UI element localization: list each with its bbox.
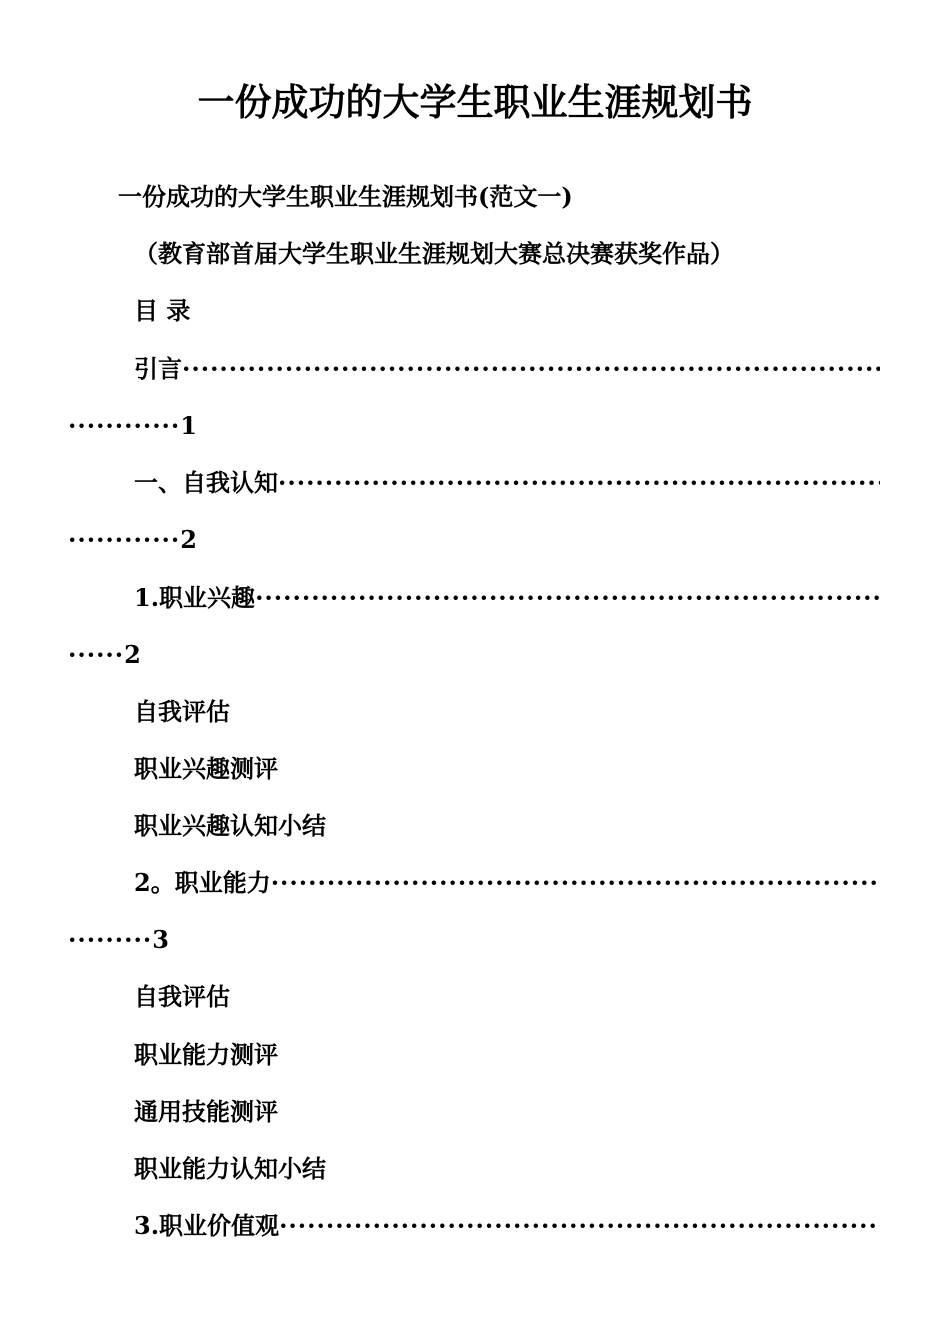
toc-leader-dots: ············	[68, 525, 181, 554]
toc-subentry[interactable]: 职业能力测评	[134, 1040, 278, 1069]
toc-subentry[interactable]: 职业兴趣测评	[134, 754, 278, 783]
toc-entry-intro-page	[68, 409, 197, 443]
toc-leader-dots	[255, 581, 880, 615]
toc-leader-dots	[182, 352, 880, 386]
toc-entry-career-ability-page	[68, 923, 169, 957]
toc-page-number: 1	[180, 411, 197, 440]
toc-subentry[interactable]: 职业能力认知小结	[134, 1154, 326, 1183]
toc-entry-self-awareness[interactable]	[134, 466, 880, 500]
toc-entry-label: 2。职业能力	[134, 868, 271, 897]
toc-heading: 目 录	[134, 296, 191, 325]
toc-leader-dots: ············	[68, 411, 181, 440]
document-subtitle: 一份成功的大学生职业生涯规划书(范文一)	[118, 182, 573, 211]
toc-leader-dots	[278, 466, 880, 500]
toc-entry-career-interest[interactable]	[134, 581, 880, 615]
toc-subentry[interactable]: 自我评估	[134, 982, 230, 1011]
toc-page-number: 3	[152, 925, 169, 954]
toc-entry-career-values[interactable]	[134, 1209, 880, 1243]
toc-entry-label: 一、自我认知	[134, 468, 278, 497]
toc-subentry[interactable]: 自我评估	[134, 697, 230, 726]
toc-page-number: 2	[124, 640, 141, 669]
toc-entry-intro[interactable]	[134, 352, 880, 386]
toc-leader-dots	[279, 1209, 880, 1243]
toc-leader-dots	[271, 866, 880, 900]
document-title: 一份成功的大学生职业生涯规划书	[197, 80, 753, 124]
toc-subentry[interactable]: 通用技能测评	[134, 1097, 278, 1126]
toc-leader-dots: ·········	[68, 925, 153, 954]
toc-entry-career-ability[interactable]	[134, 866, 880, 900]
toc-entry-label: 3.职业价值观	[134, 1211, 280, 1240]
toc-entry-career-interest-page	[68, 638, 141, 672]
toc-subentry[interactable]: 职业兴趣认知小结	[134, 811, 326, 840]
toc-entry-label: 1.职业兴趣	[134, 583, 256, 612]
award-note: （教育部首届大学生职业生涯规划大赛总决赛获奖作品）	[134, 239, 734, 268]
toc-leader-dots: ······	[68, 640, 125, 669]
toc-entry-self-awareness-page	[68, 523, 197, 557]
toc-entry-label: 引言	[134, 354, 182, 383]
toc-page-number: 2	[180, 525, 197, 554]
